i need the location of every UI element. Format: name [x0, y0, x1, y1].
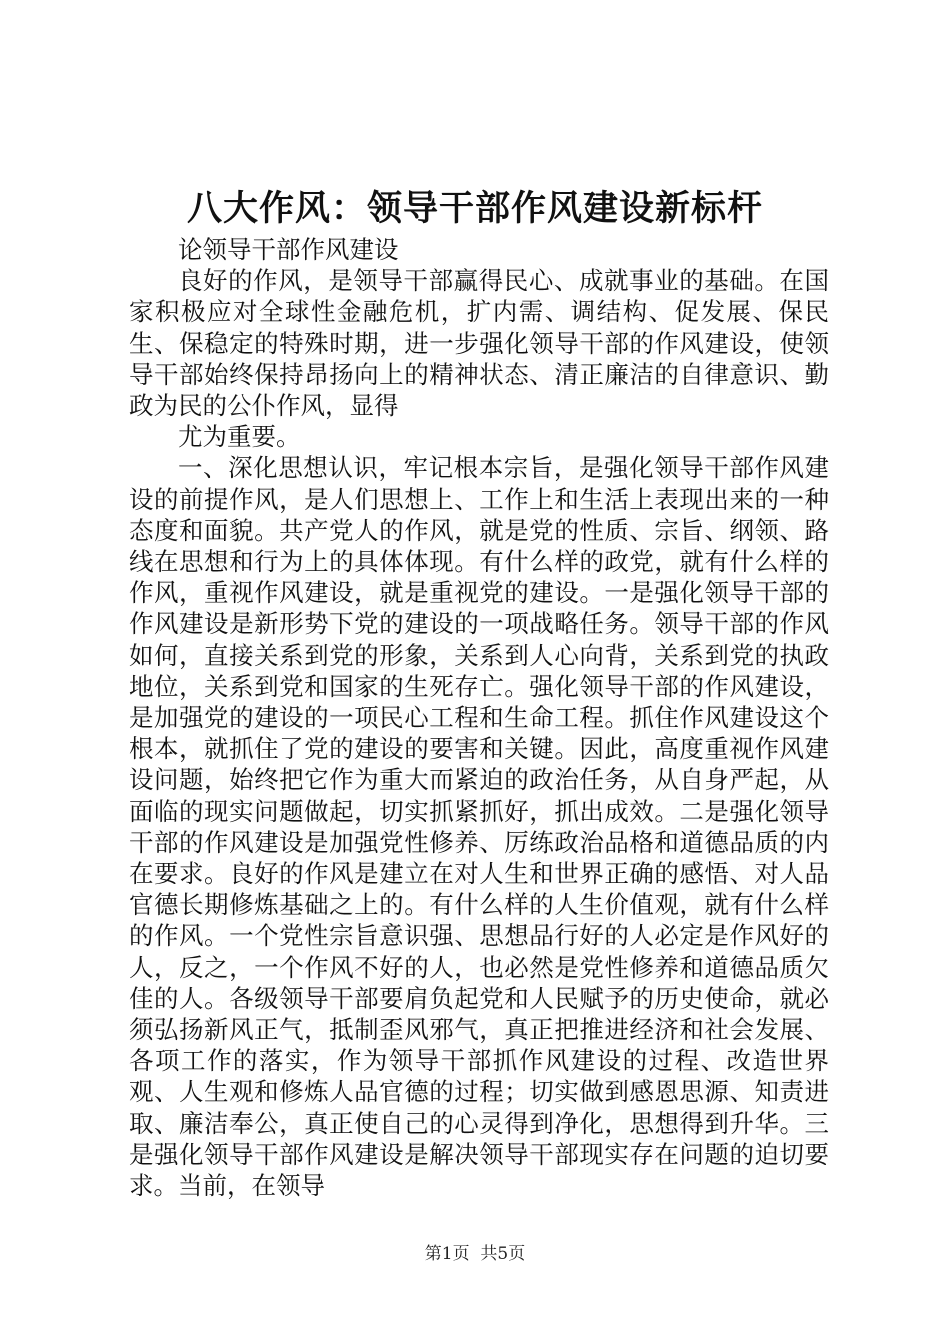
footer-separator [470, 1244, 481, 1264]
page-total: 共5页 [480, 1244, 526, 1264]
page-number: 第1页 [424, 1244, 470, 1264]
paragraph-section-one: 一、深化思想认识，牢记根本宗旨，是强化领导干部作风建设的前提作风，是人们思想上、工作上和生活上表现出来的一种态度和面貌。共产党人的作风，就是党的性质、宗旨、纲领、路线在思想和行为上的具体体现。有什么样的政党，就有什么样的作风，重视作风建设，就是重视党的建设。一是强化领导干部的作风建设是新形势下党的建设的一项战略任务。领导干部的作风如何，直接关系到党的形象，关系到人心向背，关系到党的执政地位，关系到党和国家的生死存亡。强化领导干部的作风建设，是加强党的建设的一项民心工程和生命工程。抓住作风建设这个根本，就抓住了党的建设的要害和关键。因此，高度重视作风建设问题，始终把它作为重大而紧迫的政治任务，从自身严起，从面临的现实问题做起，切实抓紧抓好，抓出成效。二是强化领导干部的作风建设是加强党性修养、厉练政治品格和道德品质的内在要求。良好的作风是建立在对人生和世界正确的感悟、对人品官德长期修炼基础之上的。有什么样的人生价值观，就有什么样的作风。一个党性宗旨意识强、思想品行好的人必定是作风好的人，反之，一个作风不好的人，也必然是党性修养和道德品质欠佳的人。各级领导干部要肩负起党和人民赋予的历史使命，就必须弘扬新风正气，抵制歪风邪气，真正把推进经济和社会发展、各项工作的落实，作为领导干部抓作风建设的过程、改造世界观、人生观和修炼人品官德的过程；切实做到感恩思源、知责进取、廉洁奉公，真正使自己的心灵得到净化，思想得到升华。三是强化领导干部作风建设是解决领导干部现实存在问题的迫切要求。当前，在领导 [129, 453, 829, 1201]
document-title: 八大作风：领导干部作风建设新标杆 [186, 188, 763, 229]
paragraph-continuation: 尤为重要。 [178, 422, 301, 452]
document-subtitle: 论领导干部作风建设 [178, 235, 399, 264]
page-footer [0, 1242, 950, 1266]
paragraph-intro: 良好的作风，是领导干部赢得民心、成就事业的基础。在国家积极应对全球性金融危机，扩内需、调结构、促发展、保民生、保稳定的特殊时期，进一步强化领导干部的作风建设，使领导干部始终保持昂扬向上的精神状态、清正廉洁的自律意识、勤政为民的公仆作风，显得 [129, 266, 829, 421]
document-body [129, 234, 829, 1201]
